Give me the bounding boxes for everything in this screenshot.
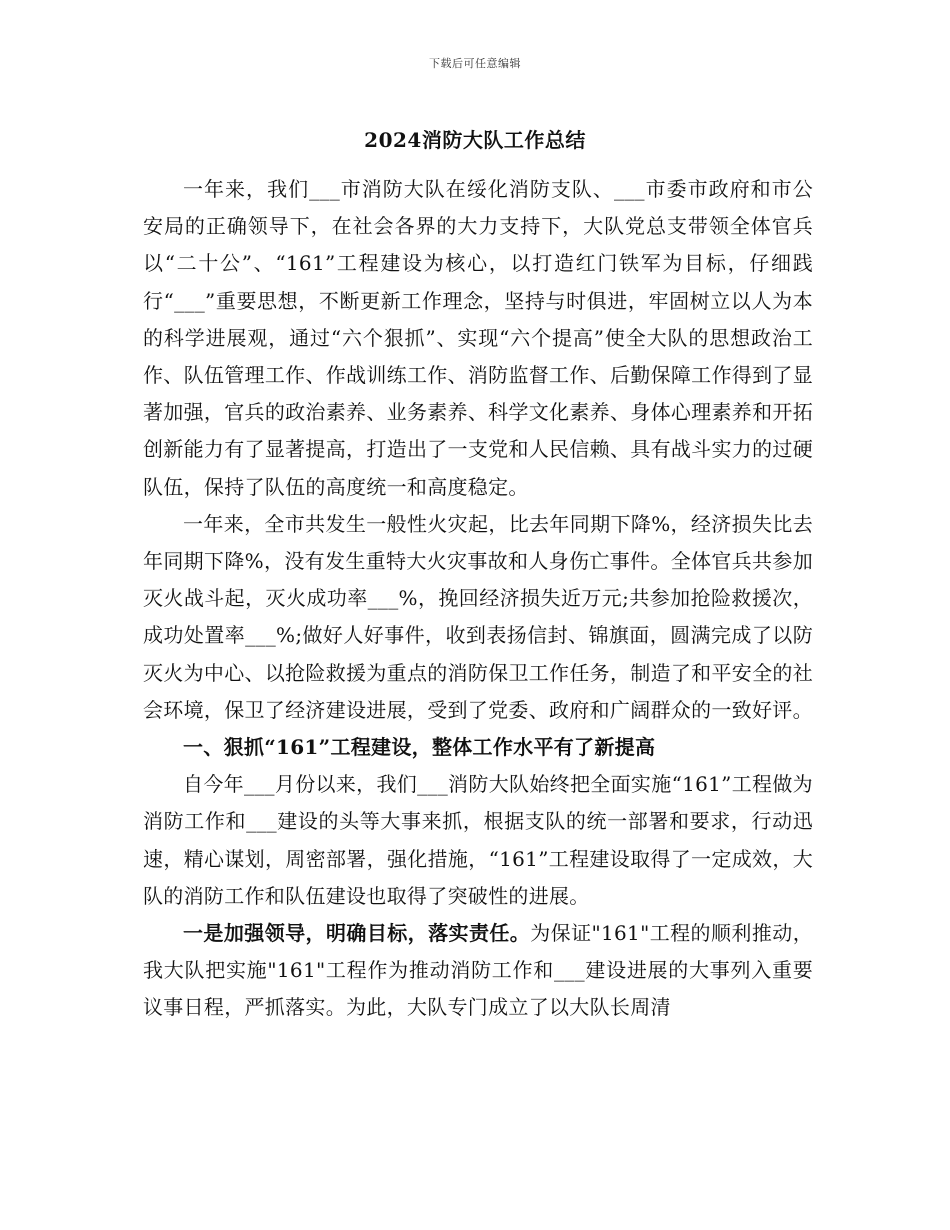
document-body [143,171,813,1027]
section-heading: 一、狠抓“161”工程建设，整体工作水平有了新提高 [183,735,656,760]
paragraph-first-measure [143,915,813,1027]
paragraph-first-measure-text: 为保证"161"工程的顺利推动，我大队把实施"161"工程作为推动消防工作和___建设进展的大事列入重要议事日程，严抓落实。为此，大队专门成立了以大队长周清 [143,921,813,1020]
document-title: 2024消防大队工作总结 [364,128,586,152]
header-note: 下载后可任意编辑 [429,57,521,70]
paragraph-overview: 一年来，我们___市消防大队在绥化消防支队、___市委市政府和市公安局的正确领导下，在社会各界的大力支持下，大队党总支带领全体官兵以“二十公”、“161”工程建设为核心，以打造红门铁军为目标，仔细践行“___”重要思想，不断更新工作理念，坚持与时俱进，牢固树立以人为本的科学进展观，通过“六个狠抓”、实现“六个提高”使全大队的思想政治工作、队伍管理工作、作战训练工作、消防监督工作、后勤保障工作得到了显著加强，官兵的政治素养、业务素养、科学文化素养、身体心理素养和开拓创新能力有了显著提高，打造出了一支党和人民信赖、具有战斗实力的过硬队伍，保持了队伍的高度统一和高度稳定。 [143,177,813,499]
paragraph-lead: 一是加强领导，明确目标，落实责任。 [183,921,531,946]
paragraph-statistics: 一年来，全市共发生一般性火灾起，比去年同期下降%，经济损失比去年同期下降%，没有发生重特大火灾事故和人身伤亡事件。全体官兵共参加灭火战斗起，灭火成功率___%，挽回经济损失近万元;共参加抢险救援次，成功处置率___%;做好人好事件，收到表扬信封、锦旗面，圆满完成了以防灭火为中心、以抢险救援为重点的消防保卫工作任务，制造了和平安全的社会环境，保卫了经济建设进展，受到了党委、政府和广阔群众的一致好评。 [143,511,813,722]
paragraph-section-intro: 自今年___月份以来，我们___消防大队始终把全面实施“161”工程做为消防工作和___建设的头等大事来抓，根据支队的统一部署和要求，行动迅速，精心谋划，周密部署，强化措施，“161”工程建设取得了一定成效，大队的消防工作和队伍建设也取得了突破性的进展。 [143,772,813,908]
